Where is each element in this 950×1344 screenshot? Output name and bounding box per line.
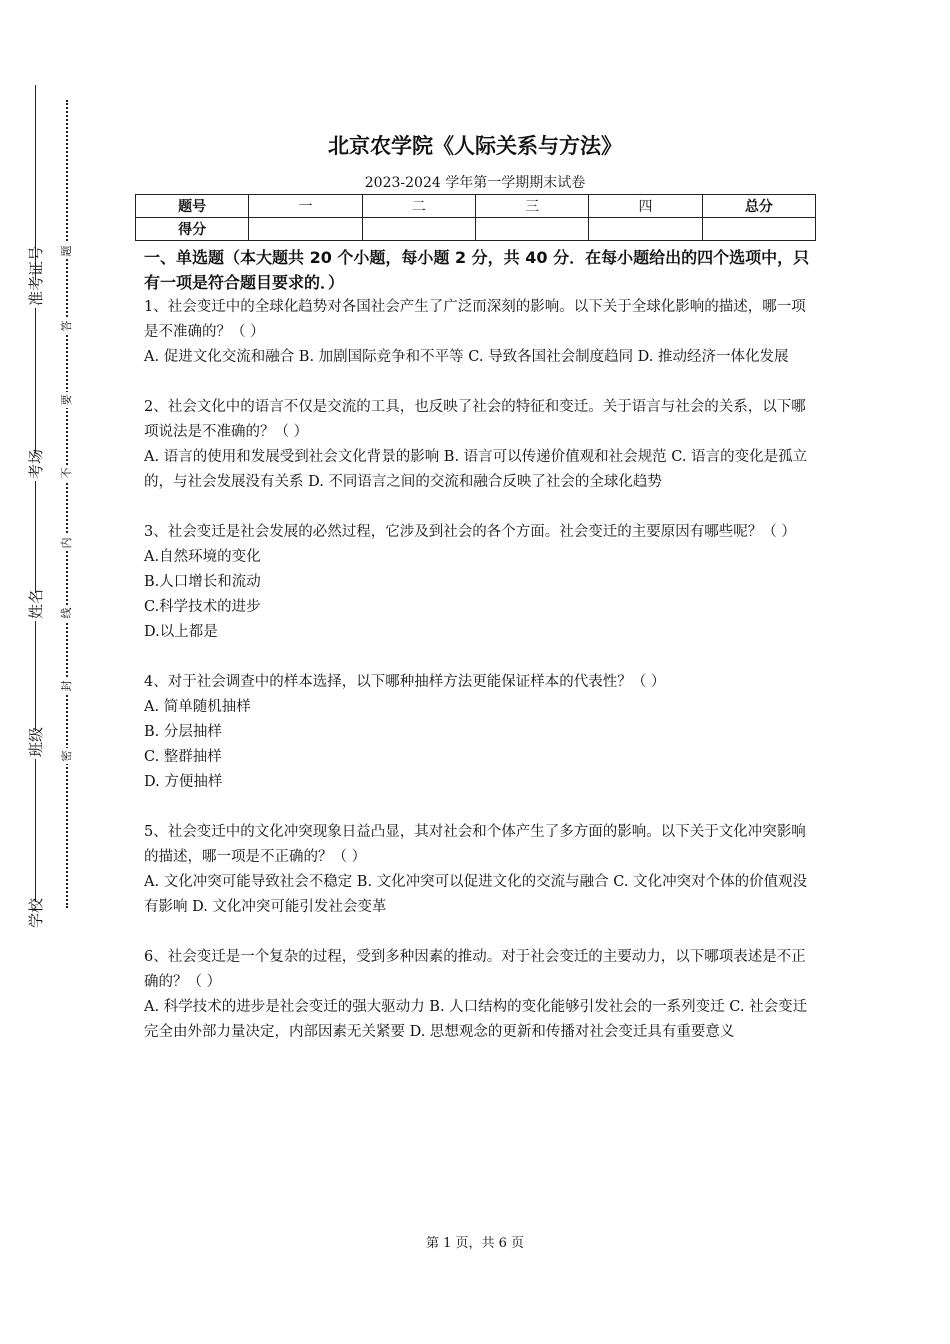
- question-1: [144, 295, 810, 370]
- exam-title: 北京农学院《人际关系与方法》: [328, 134, 622, 158]
- question-4: [144, 670, 810, 795]
- score-cell[interactable]: [702, 218, 815, 241]
- question-stem: 6、社会变迁是一个复杂的过程，受到多种因素的推动。对于社会变迁的主要动力，以下哪项表述是不正确的？（ ）: [144, 949, 806, 990]
- score-row-label: 得分: [136, 218, 249, 241]
- question-option: D. 方便抽样: [144, 774, 223, 790]
- margin-field-name: 姓名: [24, 593, 48, 621]
- score-header-cell: 三: [475, 195, 588, 218]
- score-cell[interactable]: [475, 218, 588, 241]
- score-header-cell: 四: [589, 195, 702, 218]
- question-stem: 5、社会变迁中的文化冲突现象日益凸显，其对社会和个体产生了多方面的影响。以下关于文化冲突影响的描述，哪一项是不正确的？（ ）: [144, 824, 806, 865]
- score-header-cell: 一: [249, 195, 362, 218]
- margin-field-school: 学校: [24, 902, 48, 930]
- question-options: A. 文化冲突可能导致社会不稳定 B. 文化冲突可以促进文化的交流与融合 C. 文化冲突对个体的价值观没有影响 D. 文化冲突可能引发社会变革: [144, 874, 808, 915]
- section-heading: 一、单选题（本大题共 20 个小题，每小题 2 分，共 40 分．在每小题给出的四个选项中，只有一项是符合题目要求的．）: [144, 248, 810, 292]
- question-option: B.人口增长和流动: [144, 574, 261, 590]
- score-cell[interactable]: [362, 218, 475, 241]
- question-5: [144, 820, 810, 920]
- question-stem: 1、社会变迁中的全球化趋势对各国社会产生了广泛而深刻的影响。以下关于全球化影响的描述，哪一项是不准确的？（ ）: [144, 299, 806, 340]
- seal-char: 内: [59, 535, 75, 551]
- question-stem: 2、社会文化中的语言不仅是交流的工具，也反映了社会的特征和变迁。关于语言与社会的关系，以下哪项说法是不准确的？（ ）: [144, 399, 806, 440]
- seal-char: 封: [59, 678, 75, 694]
- seal-char: 要: [59, 392, 75, 408]
- score-header-cell: 二: [362, 195, 475, 218]
- exam-content: [144, 245, 810, 1045]
- seal-char: 线: [59, 605, 75, 621]
- question-option: B. 分层抽样: [144, 724, 222, 740]
- score-cell[interactable]: [249, 218, 362, 241]
- margin-field-exam-room: 考场: [24, 453, 48, 481]
- score-table: [135, 194, 816, 241]
- question-options: A. 科学技术的进步是社会变迁的强大驱动力 B. 人口结构的变化能够引发社会的一系列变迁 C. 社会变迁完全由外部力量决定，内部因素无关紧要 D. 思想观念的更新和传播对社会变迁具有重要意义: [144, 999, 808, 1040]
- binding-dotted-line: [66, 100, 68, 908]
- score-header-cell: 总分: [702, 195, 815, 218]
- question-2: [144, 395, 810, 495]
- question-option: A. 简单随机抽样: [144, 699, 251, 715]
- question-6: [144, 945, 810, 1045]
- score-cell[interactable]: [589, 218, 702, 241]
- question-stem: 3、社会变迁是社会发展的必然过程，它涉及到社会的各个方面。社会变迁的主要原因有哪些呢？（ ）: [144, 524, 796, 540]
- question-option: C. 整群抽样: [144, 749, 222, 765]
- question-option: A.自然环境的变化: [144, 549, 261, 565]
- score-table-score-row: [136, 218, 816, 241]
- seal-char: 密: [59, 748, 75, 764]
- question-3: [144, 520, 810, 645]
- seal-char: 答: [59, 318, 75, 334]
- binding-solid-line: [35, 85, 36, 925]
- seal-char: 题: [59, 243, 75, 259]
- exam-subtitle: 2023-2024 学年第一学期期末试卷: [364, 175, 586, 191]
- score-table-header-row: [136, 195, 816, 218]
- margin-field-admission-number: 准考证号: [24, 280, 48, 308]
- question-option: D.以上都是: [144, 624, 218, 640]
- page-footer: 第 1 页，共 6 页: [425, 1236, 525, 1251]
- score-header-cell: 题号: [136, 195, 249, 218]
- seal-char: 不: [59, 465, 75, 481]
- margin-field-class: 班级: [24, 731, 48, 759]
- question-option: C.科学技术的进步: [144, 599, 261, 615]
- question-options: A. 促进文化交流和融合 B. 加剧国际竞争和不平等 C. 导致各国社会制度趋同 D. 推动经济一体化发展: [144, 349, 789, 365]
- question-options: A. 语言的使用和发展受到社会文化背景的影响 B. 语言可以传递价值观和社会规范 C. 语言的变化是孤立的，与社会发展没有关系 D. 不同语言之间的交流和融合反映了社会的全球化趋势: [144, 449, 808, 490]
- question-stem: 4、对于社会调查中的样本选择，以下哪种抽样方法更能保证样本的代表性？（ ）: [144, 674, 666, 690]
